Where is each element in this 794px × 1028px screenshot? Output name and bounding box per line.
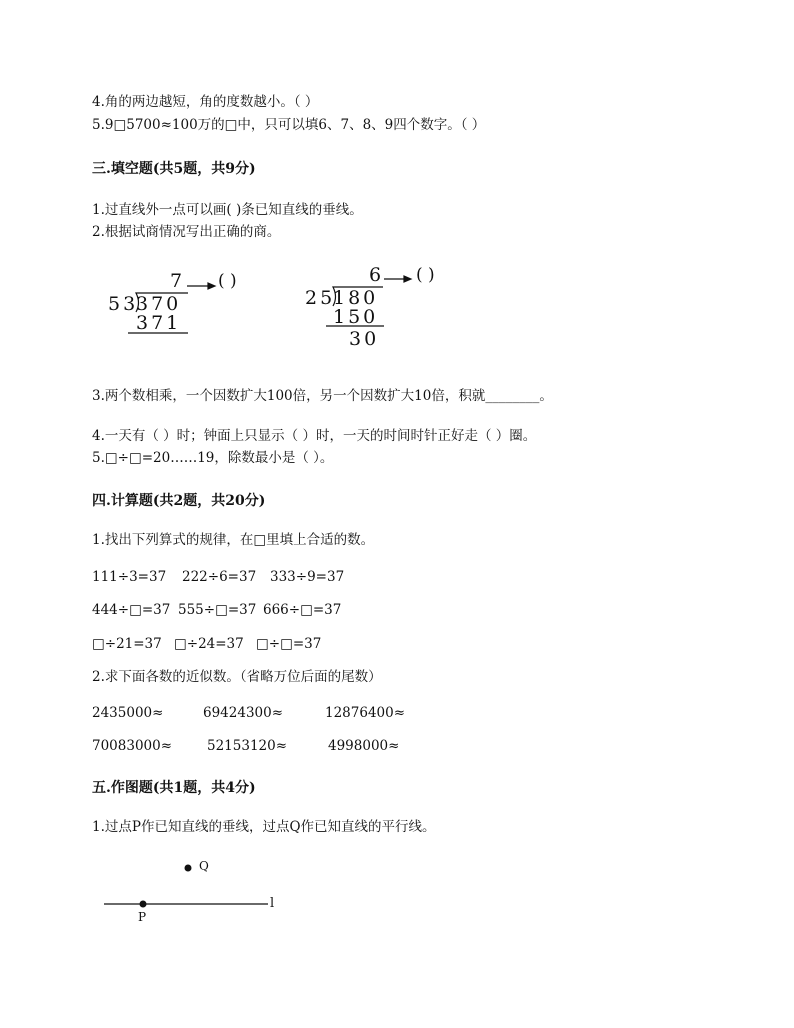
div2-product: 150 [333, 306, 379, 328]
question-3-3: 3.两个数相乘，一个因数扩大100倍，另一个因数扩大10倍，积就________。 [92, 388, 553, 404]
point-q [185, 865, 192, 872]
pattern-cell: 111÷3=37 [92, 569, 167, 585]
pattern-cell: □÷□=37 [256, 636, 322, 652]
question-3-2: 2.根据试商情况写出正确的商。 [92, 224, 281, 240]
pattern-cell: 444÷□=37 [92, 602, 171, 618]
point-p-label: P [138, 910, 147, 924]
div1-dividend: 370 [136, 293, 182, 315]
div2-dividend: 180 [333, 287, 379, 309]
pattern-cell: 555÷□=37 [178, 602, 257, 618]
div2-remainder: 30 [349, 328, 380, 350]
point-q-label: Q [199, 859, 209, 873]
line-l-label: l [270, 896, 275, 911]
question-4-2: 2.求下面各数的近似数。（省略万位后面的尾数） [92, 669, 382, 685]
question-3-4: 4.一天有（ ）时；钟面上只显示（ ）时，一天的时间时针正好走（ ）圈。 [92, 428, 537, 444]
question-4-1: 1.找出下列算式的规律，在□里填上合适的数。 [92, 532, 375, 548]
div1-answer-blank: ( ) [218, 271, 237, 291]
approx-cell: 69424300≈ [203, 705, 284, 721]
pattern-cell: 222÷6=37 [182, 569, 257, 585]
question-3-5: 5.□÷□=20……19，除数最小是（ ）。 [92, 450, 334, 466]
approx-cell: 2435000≈ [92, 705, 164, 721]
div1-product: 371 [136, 312, 182, 334]
section-5-heading: 五.作图题(共1题，共4分) [92, 780, 256, 796]
question-2-4: 4.角的两边越短，角的度数越小。（ ） [92, 94, 319, 110]
section-4-heading: 四.计算题(共2题，共20分) [92, 493, 266, 509]
section-3-heading: 三.填空题(共5题，共9分) [92, 161, 256, 177]
approx-cell: 70083000≈ [92, 738, 173, 754]
question-3-1: 1.过直线外一点可以画( )条已知直线的垂线。 [92, 202, 363, 218]
div2-quotient: 6 [369, 264, 385, 286]
div1-quotient: 7 [170, 270, 186, 292]
div2-divisor: 25 [305, 287, 336, 309]
div2-bracket [333, 287, 383, 306]
pattern-cell: □÷24=37 [174, 636, 244, 652]
div1-divisor: 53 [108, 293, 139, 315]
approx-cell: 4998000≈ [328, 738, 400, 754]
approx-cell: 12876400≈ [325, 705, 406, 721]
div2-answer-blank: ( ) [416, 265, 435, 285]
div2-arrow [384, 276, 411, 282]
div1-bracket [136, 293, 188, 312]
pattern-cell: 666÷□=37 [263, 602, 342, 618]
pattern-cell: 333÷9=37 [270, 569, 345, 585]
question-5-1: 1.过点P作已知直线的垂线，过点Q作已知直线的平行线。 [92, 819, 436, 835]
pattern-cell: □÷21=37 [92, 636, 162, 652]
div1-arrow [187, 283, 215, 289]
question-2-5: 5.9□5700≈100万的□中，只可以填6、7、8、9四个数字。（ ） [92, 117, 486, 133]
approx-cell: 52153120≈ [207, 738, 288, 754]
point-p [140, 901, 147, 908]
